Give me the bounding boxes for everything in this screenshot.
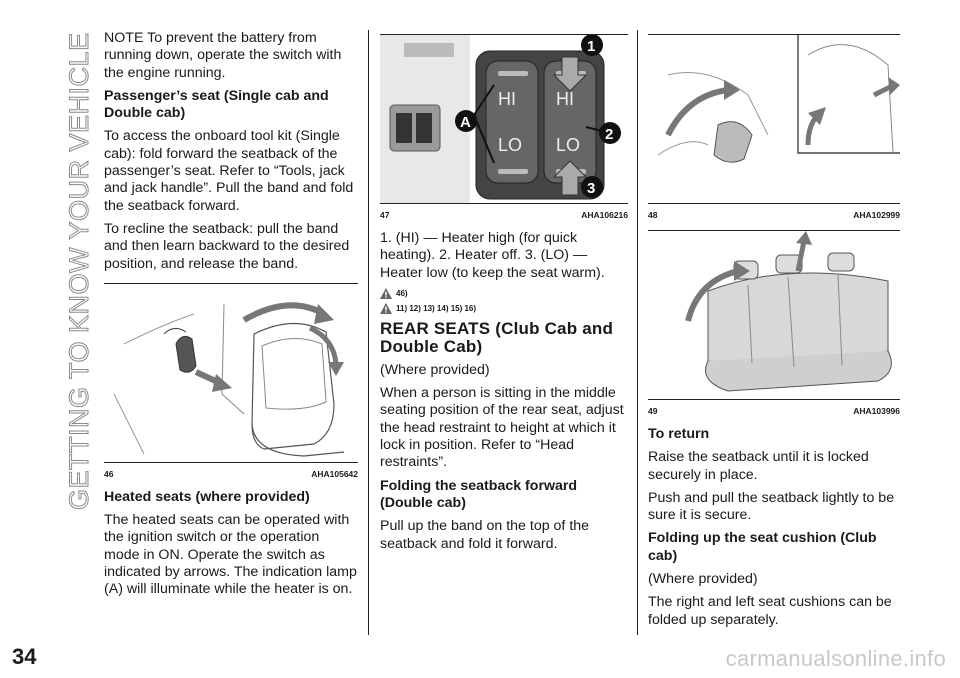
paragraph-heated-seats: The heated seats can be operated with the ignition switch or the operation mode in ON. Operate the switch as indicated by arrows. The indication lamp (A) will illuminate while the heater is on. [104, 512, 357, 598]
heading-heated-seats: Heated seats (where provided) [104, 488, 310, 505]
heading-to-return: To return [648, 426, 710, 442]
heater-switch-illustration [380, 35, 628, 203]
where-provided-rear: (Where provided) [380, 361, 490, 378]
paragraph-return-1: Raise the seatback until it is locked securely in place. [648, 449, 869, 483]
figure-47-caption [380, 210, 628, 220]
figure-46-number: 46 [104, 468, 114, 479]
switch-lo-label: LO [498, 135, 523, 155]
heading-rear-seats: REAR SEATS (Club Cab and Double Cab) [380, 318, 614, 356]
figure-47 [380, 34, 628, 204]
figure-46 [104, 283, 358, 463]
callout-a: A [460, 114, 471, 131]
figure-46-code: AHA105642 [311, 468, 358, 479]
figure-46-caption [104, 469, 358, 479]
figure-48-code: AHA102999 [853, 210, 900, 220]
warning-ref-2 [380, 303, 628, 314]
watermark: carmanualsonline.info [725, 646, 946, 671]
column-3 [648, 34, 900, 635]
side-title-text: GETTING TO KNOW YOUR VEHICLE [64, 32, 94, 510]
column-2 [380, 34, 628, 559]
side-title [58, 20, 98, 520]
seat-recline-illustration [104, 284, 358, 462]
paragraph-seat-cushion: The right and left seat cushions can be folded up separately. [648, 594, 892, 628]
warning-ref-1 [380, 288, 628, 299]
figure-49 [648, 230, 900, 400]
paragraph-rear-seats: When a person is sitting in the middle seating position of the rear seat, adjust the head restraint to height at which it lock in position. Refer to “Head restraints”. [380, 385, 624, 471]
switch-hi-label-right: HI [556, 89, 574, 109]
warning-ref-1-text: 46) [396, 288, 408, 298]
caution-icon [380, 303, 392, 314]
switch-lo-label-right: LO [556, 135, 581, 155]
figure-49-caption [648, 406, 900, 416]
where-provided-cushion: (Where provided) [648, 571, 758, 588]
heater-legend: 1. (HI) — Heater high (for quick heating). 2. Heater off. 3. (LO) — Heater low (to keep the seat warm). [380, 230, 605, 281]
rear-seat-illustration [648, 231, 900, 399]
callout-1: 1 [587, 38, 596, 55]
seatback-band-illustration [648, 35, 900, 203]
figure-47-number: 47 [380, 210, 390, 220]
heading-seat-cushion: Folding up the seat cushion (Club cab) [648, 530, 877, 564]
warning-icon [380, 288, 392, 299]
heading-folding-seatback: Folding the seatback forward (Double cab) [380, 477, 578, 511]
callout-3: 3 [587, 180, 596, 197]
column-divider [637, 30, 638, 635]
paragraph-folding-seatback: Pull up the band on the top of the seatback and fold it forward. [380, 518, 590, 552]
warning-ref-2-text: 11) 12) 13) 14) 15) 16) [396, 303, 477, 313]
figure-49-code: AHA103996 [853, 406, 900, 416]
paragraph-tool-kit: To access the onboard tool kit (Single cab): fold forward the seatback of the passenger’s seat. Refer to “Tools, jack and jack handle”. Pull the band and fold the seatback forward. [104, 128, 354, 214]
callout-2: 2 [605, 126, 614, 143]
figure-48-caption [648, 210, 900, 220]
figure-47-code: AHA106216 [581, 210, 628, 220]
heading-passenger-seat: Passenger’s seat (Single cab and Double cab) [104, 87, 329, 122]
page-number: 34 [12, 644, 37, 669]
figure-48 [648, 34, 900, 204]
figure-48-number: 48 [648, 210, 658, 220]
column-divider [368, 30, 369, 635]
column-1 [104, 30, 358, 605]
paragraph-recline: To recline the seatback: pull the band and then learn backward to the desired position, and release the band. [104, 220, 350, 272]
figure-49-number: 49 [648, 406, 658, 416]
paragraph-return-2: Push and pull the seatback lightly to be sure it is secure. [648, 489, 895, 524]
note-paragraph: NOTE To prevent the battery from running down, operate the switch with the engine running. [104, 30, 342, 81]
switch-hi-label: HI [498, 89, 516, 109]
